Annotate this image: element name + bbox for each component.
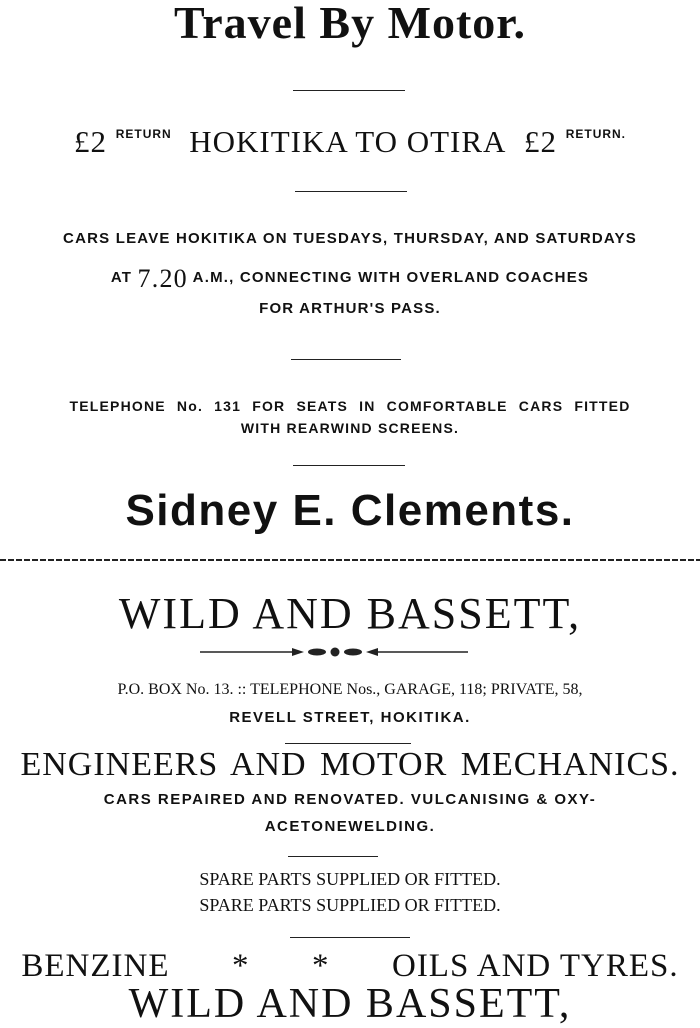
ad-title: Travel By Motor. [174,0,526,48]
column-separator [0,557,700,565]
star-separator: * [311,948,330,984]
schedule-prefix: AT [110,269,133,286]
spare-parts-line-2: SPARE PARTS SUPPLIED OR FITTED. [199,895,501,915]
route: HOKITIKA TO OTIRA [189,124,507,159]
divider [293,465,405,466]
schedule-time: 7.20 [137,264,188,293]
firm-name-footer: WILD AND BASSETT, [128,981,572,1027]
fare-amount-left: £2 [73,124,107,159]
services-heading: ENGINEERS AND MOTOR MECHANICS. [20,746,680,783]
schedule-suffix: A.M., CONNECTING WITH OVERLAND COACHES [192,269,590,286]
fare-route-line [0,124,700,160]
oils-tyres-label: OILS AND TYRES. [391,948,679,984]
star-separator: * [231,948,250,984]
divider [295,191,407,192]
divider [290,937,410,938]
firm-name: WILD AND BASSETT, [118,589,582,638]
telephone-line-2: WITH REARWIND SCREENS. [240,420,460,436]
services-line-1: CARS REPAIRED AND RENOVATED. VULCANISING & OXY- [103,791,597,808]
telephone-line-1: TELEPHONE No. 131 FOR SEATS IN COMFORTABLE CARS FITTED [69,398,631,414]
proprietor-name: Sidney E. Clements. [125,486,575,535]
address: REVELL STREET, HOKITIKA. [229,709,471,726]
divider [293,90,405,91]
schedule-line-1: CARS LEAVE HOKITIKA ON TUESDAYS, THURSDAY, AND SATURDAYS [63,230,637,247]
fare-label-right: RETURN. [565,127,627,141]
schedule-line-3: FOR ARTHUR'S PASS. [259,300,441,317]
benzine-label: BENZINE [21,948,170,984]
divider [288,856,378,857]
schedule-line-2 [0,264,700,294]
divider [285,743,411,744]
fare-amount-right: £2 [523,124,557,159]
spare-parts-line-1: SPARE PARTS SUPPLIED OR FITTED. [199,869,501,889]
fare-label-left: RETURN [115,127,172,141]
contact-line: P.O. BOX No. 13. :: TELEPHONE Nos., GARAGE, 118; PRIVATE, 58, [117,681,583,698]
divider [291,359,401,360]
services-line-2: ACETONEWELDING. [264,818,436,835]
ornament-divider [200,641,470,661]
